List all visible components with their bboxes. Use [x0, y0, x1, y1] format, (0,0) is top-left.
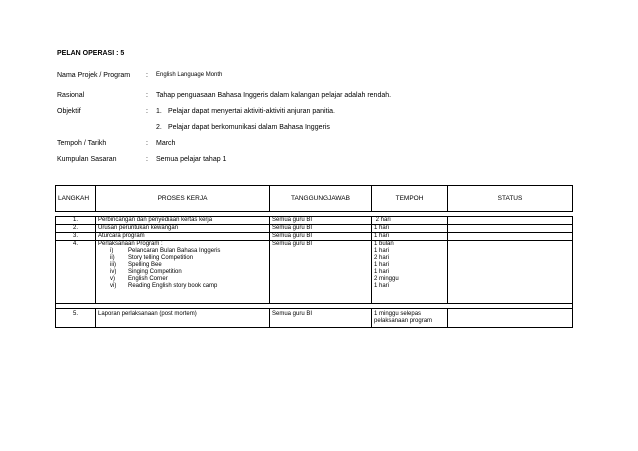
status-cell	[448, 225, 573, 233]
table-row	[56, 217, 573, 225]
operation-table	[55, 185, 573, 328]
proses-cell: Urusan peruntukan kewangan	[96, 225, 270, 233]
header-status: STATUS	[448, 186, 573, 212]
sub-item-key: v)	[110, 276, 115, 282]
proses-cell: Perbincangan dan penyediaan kertas kerja	[96, 217, 270, 225]
sasaran-value: Semua pelajar tahap 1	[156, 156, 227, 163]
objektif-num: 2.	[156, 124, 162, 131]
sub-tempoh: 1 hari	[374, 269, 390, 275]
objektif-text: Pelajar dapat berkomunikasi dalam Bahasa Inggeris	[168, 124, 330, 131]
sub-item-text: Spelling Bee	[128, 262, 162, 268]
rasional-label: Rasional	[57, 92, 85, 99]
step-number: 2.	[56, 225, 96, 233]
sub-item-text: Pelancaran Bulan Bahasa Inggeris	[128, 248, 221, 254]
sub-item-key: vi)	[110, 283, 117, 289]
header-proses-kerja: PROSES KERJA	[96, 186, 270, 212]
projek-label: Nama Projek / Program	[57, 72, 131, 79]
colon: :	[146, 72, 148, 79]
tempoh-cell	[372, 241, 448, 304]
rasional-value: Tahap penguasaan Bahasa Inggeris dalam kalangan pelajar adalah rendah.	[156, 92, 392, 99]
sub-item	[98, 269, 267, 276]
tempoh-value: March	[156, 140, 176, 147]
table-row	[56, 233, 573, 241]
sub-tempoh: 2 minggu	[374, 276, 399, 282]
step-number: 3.	[56, 233, 96, 241]
step-number: 5.	[56, 309, 96, 328]
sub-item-key: iii)	[110, 262, 116, 268]
sub-tempoh: 1 hari	[374, 248, 390, 254]
tanggungjawab-cell: Semua guru BI	[270, 241, 372, 304]
table-header-row	[56, 186, 573, 212]
tempoh-cell	[372, 309, 448, 328]
header-langkah: LANGKAH	[56, 186, 96, 212]
tempoh-total: 1 bulan	[374, 241, 394, 247]
colon: :	[146, 92, 148, 99]
tempoh-line1: 1 minggu selepas	[374, 311, 422, 317]
tanggungjawab-cell: Semua guru BI	[270, 309, 372, 328]
sub-tempoh: 2 hari	[374, 255, 390, 261]
step-number: 4.	[56, 241, 96, 304]
sub-item-key: iv)	[110, 269, 117, 275]
sub-item	[98, 255, 267, 262]
tanggungjawab-cell: Semua guru BI	[270, 217, 372, 225]
sub-item	[98, 283, 267, 290]
sub-item-text: Singing Competition	[128, 269, 182, 275]
table-row	[56, 241, 573, 304]
objektif-text: Pelajar dapat menyertai aktiviti-aktiviti anjuran panitia.	[168, 108, 335, 115]
colon: :	[146, 140, 148, 147]
table-row	[56, 309, 573, 328]
tanggungjawab-cell: Semua guru BI	[270, 233, 372, 241]
sub-item-text: Story telling Competition	[128, 255, 194, 261]
proses-cell	[96, 241, 270, 304]
sub-item	[98, 248, 267, 255]
sub-tempoh: 1 hari	[374, 283, 390, 289]
status-cell	[448, 217, 573, 225]
status-cell	[448, 241, 573, 304]
table-row	[56, 225, 573, 233]
step-number: 1.	[56, 217, 96, 225]
tempoh-cell: 1 hari	[372, 233, 448, 241]
tempoh-cell: 1 hari	[372, 225, 448, 233]
colon: :	[146, 108, 148, 115]
tempoh-label: Tempoh / Tarikh	[57, 140, 107, 147]
header-tanggungjawab: TANGGUNGJAWAB	[270, 186, 372, 212]
proses-cell: Laporan perlaksanaan (post mortem)	[96, 309, 270, 328]
status-cell	[448, 309, 573, 328]
tanggungjawab-cell: Semua guru BI	[270, 225, 372, 233]
objektif-num: 1.	[156, 108, 162, 115]
sub-item-key: i)	[110, 248, 114, 254]
sasaran-label: Kumpulan Sasaran	[57, 156, 117, 163]
colon: :	[146, 156, 148, 163]
projek-value: English Language Month	[156, 72, 223, 78]
sub-item-text: Reading English story book camp	[128, 283, 218, 289]
tempoh-cell: 2 hari	[372, 217, 448, 225]
sub-item	[98, 276, 267, 283]
header-tempoh: TEMPOH	[372, 186, 448, 212]
proses-cell: Aturcara program	[96, 233, 270, 241]
sub-item-text: English Corner	[128, 276, 168, 282]
sub-tempoh: 1 hari	[374, 262, 390, 268]
sub-item	[98, 262, 267, 269]
status-cell	[448, 233, 573, 241]
objektif-label: Objektif	[57, 108, 81, 115]
proses-title: Perlaksanaan Program :	[98, 241, 163, 247]
tempoh-line2: pelaksanaan program	[374, 318, 433, 324]
sub-item-key: ii)	[110, 255, 115, 261]
page-title: PELAN OPERASI : 5	[57, 50, 125, 57]
